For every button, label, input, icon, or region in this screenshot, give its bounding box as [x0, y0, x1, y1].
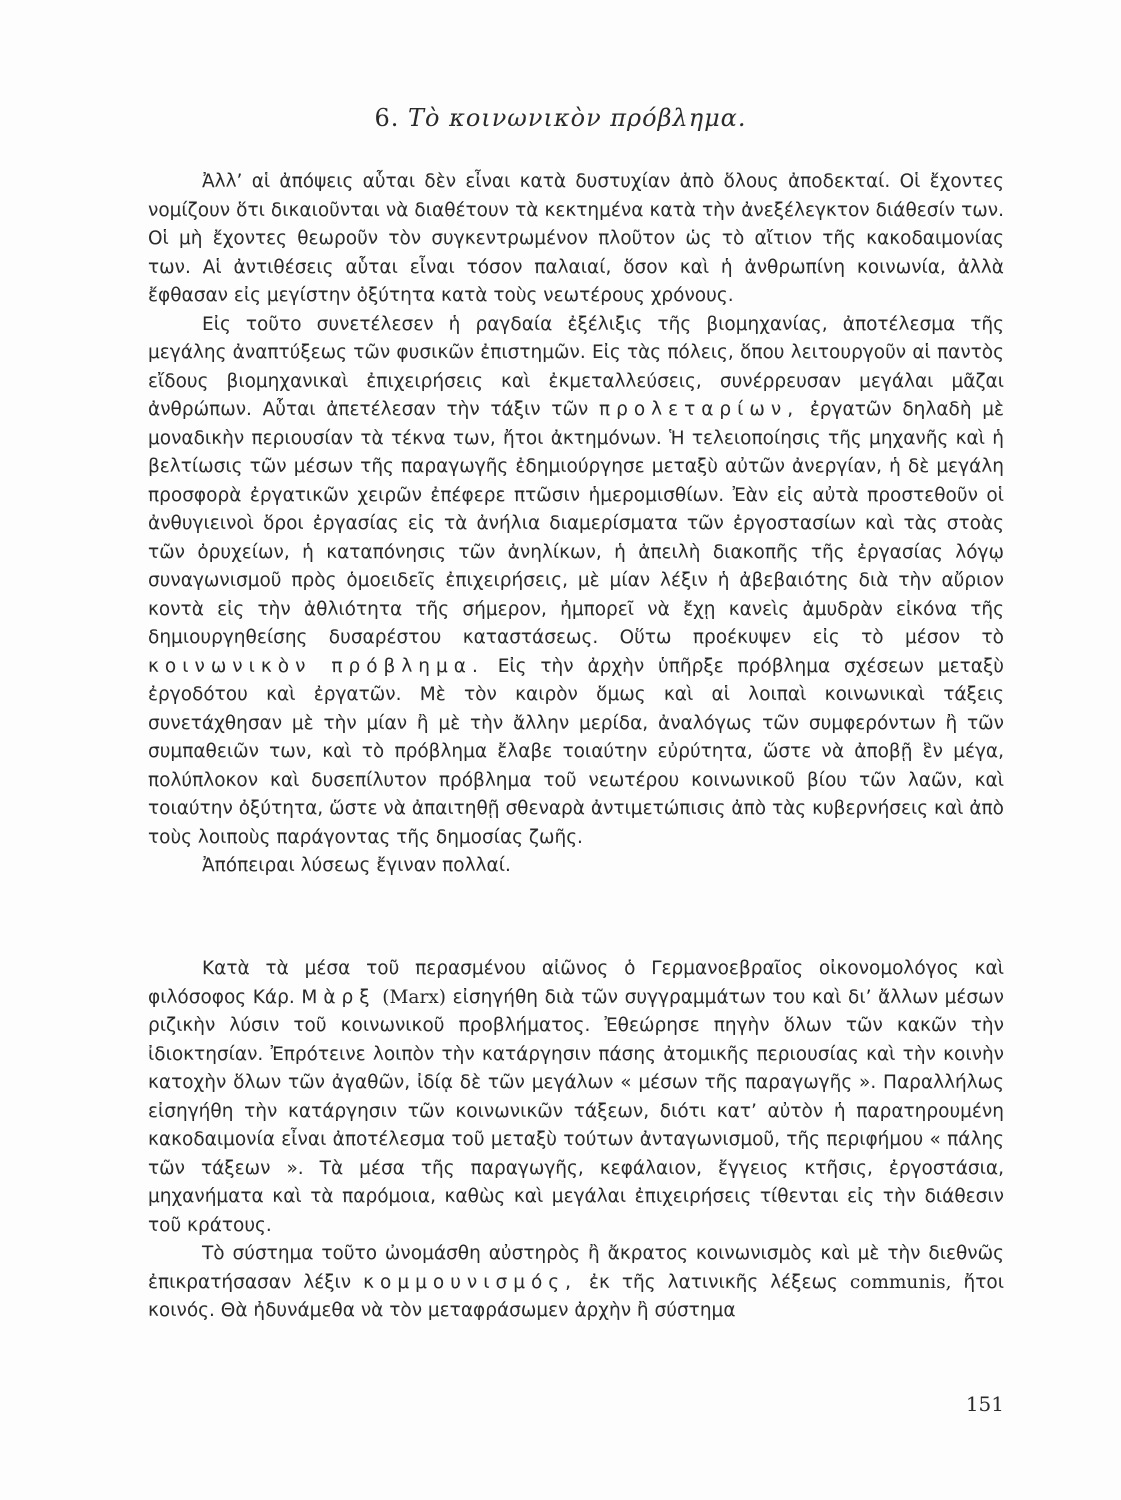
- paragraph-5-part-c: ἤτοι κοινός. Θὰ ἠδυνάμεθα νὰ τὸν μεταφράσωμεν ἀρχὴν ἢ σύστημα: [148, 1271, 1004, 1321]
- term-social-problem: κοινωνικὸν πρόβλημα.: [148, 655, 484, 677]
- page-number: 151: [965, 1392, 1004, 1416]
- paragraph-3: Ἀπόπειραι λύσεως ἔγιναν πολλαί.: [202, 855, 511, 876]
- body-section-2: [148, 955, 1004, 1326]
- term-proletarians: προλεταρίων,: [598, 399, 800, 420]
- paragraph-1: Ἀλλ’ αἱ ἀπόψεις αὗται δὲν εἶναι κατὰ δυστυχίαν ἀπὸ ὅλους ἀποδεκταί. Οἱ ἔχοντες νομίζουν ὅτι δικαιοῦνται νὰ διαθέτουν τὰ κεκτημένα κατὰ τὴν ἀνεξέλεγκτον διάθεσίν των. Οἱ μὴ ἔχοντες θεωροῦν τὸν συγκεντρωμένον πλοῦτον ὡς τὸ αἴτιον τῆς κακοδαιμονίας των. Αἱ ἀντιθέσεις αὗται εἶναι τόσον παλαιαί, ὅσον καὶ ἡ ἀνθρωπίνη κοινωνία, ἀλλὰ ἔφθασαν εἰς μεγίστην ὀξύτητα κατὰ τοὺς νεωτέρους χρόνους.: [148, 171, 1004, 306]
- paragraph-2-part-b: ἐργατῶν δηλαδὴ μὲ μοναδικὴν περιουσίαν τὰ τέκνα των, ἤτοι ἀκτημόνων. Ἡ τελειοποίησις τῆς μηχανῆς καὶ ἡ βελτίωσις τῶν μέσων τῆς παραγωγῆς ἐδημιούργησε μεταξὺ αὐτῶν ἀνεργίαν, ἡ δὲ μεγάλη προσφορὰ ἐργατικῶν χειρῶν ἐπέφερε πτῶσιν ἡμερομισθίων. Ἐὰν εἰς αὐτὰ προστεθοῦν οἱ ἀνθυγιεινοὶ ὅροι ἐργασίας εἰς τὰ ἀνήλια διαμερίσματα τῶν ἐργοστασίων καὶ τὰς στοὰς τῶν ὀρυχείων, ἡ καταπόνησις τῶν ἀνηλίκων, ἡ ἀπειλὴ διακοπῆς τῆς ἐργασίας λόγῳ συναγωνισμοῦ πρὸς ὁμοειδεῖς ἐπιχειρήσεις, μὲ μίαν λέξιν ἡ ἀβεβαιότης διὰ τὴν αὔριον κοντὰ εἰς τὴν ἀθλιότητα τῆς σήμερον, ἠμπορεῖ νὰ ἔχῃ κανεὶς ἀμυδρὰν εἰκόνα τῆς δημιουργηθείσης δυσαρέστου καταστάσεως. Οὕτω προέκυψεν εἰς τὸ μέσον τὸ: [148, 399, 1004, 648]
- paragraph-5-part-b: ἐκ τῆς λατινικῆς λέξεως: [589, 1271, 838, 1293]
- paragraph-4: [148, 955, 1004, 1240]
- name-marx-greek: Μὰρξ: [301, 986, 376, 1008]
- latin-word-communis: communis,: [849, 1271, 952, 1293]
- heading-number: 6.: [374, 104, 400, 132]
- chapter-heading: [0, 104, 1121, 132]
- body-section-1: [148, 168, 1004, 881]
- paragraph-4-part-a: Κατὰ τὰ μέσα τοῦ περασμένου αἰῶνος ὁ Γερμανοεβραῖος οἰκονομολόγος καὶ φιλόσοφος Κάρ.: [148, 958, 1004, 1008]
- name-marx-latin: (Marx): [382, 986, 446, 1008]
- paragraph-5-part-a: Τὸ σύστημα τοῦτο ὠνομάσθη αὐστηρὸς ἢ ἄκρατος κοινωνισμὸς καὶ μὲ τὴν διεθνῶς ἐπικρατήσασαν λέξιν: [148, 1243, 1004, 1293]
- paragraph-2-part-c: Εἰς τὴν ἀρχὴν ὑπῆρξε πρόβλημα σχέσεων μεταξὺ ἐργοδότου καὶ ἐργατῶν. Μὲ τὸν καιρὸν ὅμως καὶ αἱ λοιπαὶ κοινωνικαὶ τάξεις συνετάχθησαν μὲ τὴν μίαν ἢ μὲ τὴν ἄλλην μερίδα, ἀναλόγως τῶν συμφερόντων ἢ τῶν συμπαθειῶν των, καὶ τὸ πρόβλημα ἔλαβε τοιαύτην εὐρύτητα, ὥστε νὰ ἀποβῇ ἓν μέγα, πολύπλοκον καὶ δυσεπίλυτον πρόβλημα τοῦ νεωτέρου κοινωνικοῦ βίου τῶν λαῶν, καὶ τοιαύτην ὀξύτητα, ὥστε νὰ ἀπαιτηθῇ σθεναρὰ ἀντιμετώπισις ἀπὸ τὰς κυβερνήσεις καὶ ἀπὸ τοὺς λοιποὺς παράγοντας τῆς δημοσίας ζωῆς.: [148, 655, 1004, 848]
- heading-title: Τὸ κοινωνικὸν πρόβλημα.: [408, 104, 747, 132]
- paragraph-2: [148, 311, 1004, 853]
- term-communism: κομμουνισμός,: [363, 1271, 578, 1293]
- paragraph-5: [148, 1240, 1004, 1326]
- paragraph-2-part-a: Εἰς τοῦτο συνετέλεσεν ἡ ραγδαία ἐξέλιξις τῆς βιομηχανίας, ἀποτέλεσμα τῆς μεγάλης ἀναπτύξεως τῶν φυσικῶν ἐπιστημῶν. Εἰς τὰς πόλεις, ὅπου λειτουργοῦν αἱ παντὸς εἴδους βιομηχανικαὶ ἐπιχειρήσεις καὶ ἐκμεταλλεύσεις, συνέρρευσαν μεγάλαι μᾶζαι ἀνθρώπων. Αὗται ἀπετέλεσαν τὴν τάξιν τῶν: [148, 313, 1004, 420]
- paragraph-4-part-b: εἰσηγήθη διὰ τῶν συγγραμμάτων του καὶ δι’ ἄλλων μέσων ριζικὴν λύσιν τοῦ κοινωνικοῦ προβλήματος. Ἐθεώρησε πηγὴν ὅλων τῶν κακῶν τὴν ἰδιοκτησίαν. Ἐπρότεινε λοιπὸν τὴν κατάργησιν πάσης ἀτομικῆς περιουσίας καὶ τὴν κοινὴν κατοχὴν ὅλων τῶν ἀγαθῶν, ἰδίᾳ δὲ τῶν μεγάλων « μέσων τῆς παραγωγῆς ». Παραλλήλως εἰσηγήθη τὴν κατάργησιν τῶν κοινωνικῶν τάξεων, διότι κατ’ αὐτὸν ἡ παρατηρουμένη κακοδαιμονία εἶναι ἀποτέλεσμα τοῦ μεταξὺ τούτων ἀνταγωνισμοῦ, τῆς περιφήμου « πάλης τῶν τάξεων ». Τὰ μέσα τῆς παραγωγῆς, κεφάλαιον, ἔγγειος κτῆσις, ἐργοστάσια, μηχανήματα καὶ τὰ παρόμοια, καθὼς καὶ μεγάλαι ἐπιχειρήσεις τίθενται εἰς τὴν διάθεσιν τοῦ κράτους.: [148, 986, 1004, 1236]
